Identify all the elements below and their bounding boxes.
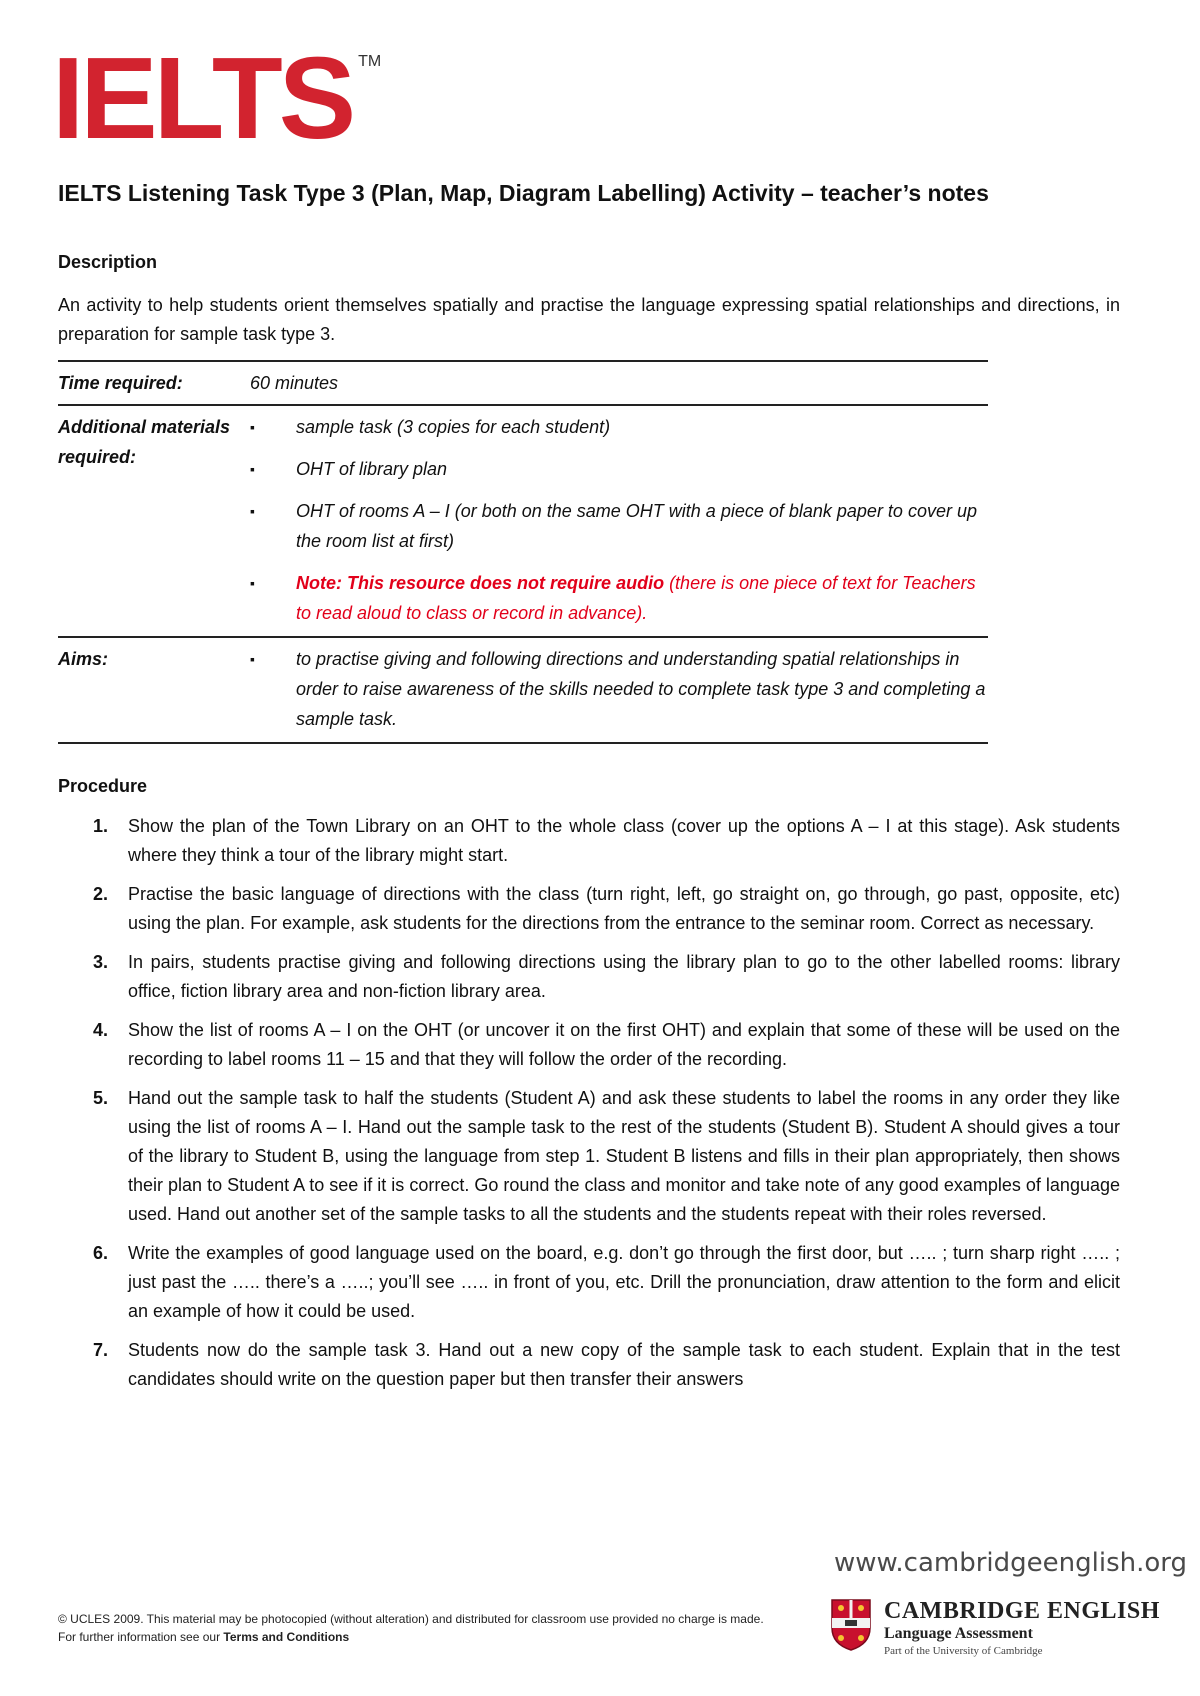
brand-subtitle: Language Assessment bbox=[884, 1625, 1033, 1642]
description-text: An activity to help students orient themselves spatially and practise the language expressing spatial relationships and directions, in preparation for sample task type 3. bbox=[58, 295, 1120, 344]
procedure-step: 1. Show the plan of the Town Library on an OHT to the whole class (cover up the options A – I at this stage). Ask students where they think a tour of the library might start. bbox=[92, 816, 1120, 865]
bullet-icon: ▪ bbox=[250, 575, 255, 591]
procedure-step: 7. Students now do the sample task 3. Hand out a new copy of the sample task to each student. Explain that in the test candidates should write on the question paper but then transfer their answers bbox=[92, 1340, 1120, 1389]
list-item: ▪ OHT of library plan bbox=[250, 454, 988, 484]
brand-name: CAMBRIDGE ENGLISH bbox=[884, 1598, 1160, 1624]
procedure-step: 3. In pairs, students practise giving and following directions using the library plan to go to the other labelled rooms: library office, fiction library area and non-fiction library area. bbox=[92, 952, 1120, 1001]
procedure-list bbox=[58, 812, 1120, 1404]
logo-text: IELTS bbox=[52, 33, 353, 163]
aims-label: Aims: bbox=[58, 649, 109, 669]
copyright-notice: © UCLES 2009. This material may be photocopied (without alteration) and distributed for classroom use provided no charge is made. For further information see our Terms and Conditions bbox=[58, 1612, 764, 1644]
bullet-icon: ▪ bbox=[250, 503, 255, 519]
list-item: ▪ sample task (3 copies for each student) bbox=[250, 412, 988, 442]
bullet-icon: ▪ bbox=[250, 461, 255, 477]
ielts-logo bbox=[52, 33, 382, 163]
aims-list bbox=[250, 644, 988, 736]
terms-link[interactable]: Terms and Conditions bbox=[223, 1630, 350, 1644]
logo-trademark: TM bbox=[358, 53, 382, 70]
info-row-aims bbox=[58, 636, 988, 744]
audio-note-rest: (there is one piece of text for Teachers to read aloud to class or record in advance). bbox=[296, 573, 976, 623]
cambridge-shield-icon bbox=[830, 1598, 872, 1652]
cambridge-brand bbox=[830, 1598, 1160, 1658]
bullet-icon: ▪ bbox=[250, 419, 255, 435]
procedure-step: 6. Write the examples of good language used on the board, e.g. don’t go through the first door, but ….. ; turn sharp right ….. ; just past the ….. there’s a …..; you’ll see ….. in front of you, etc. Drill the pronunciation, draw attention to the form and elicit an example of how it could be used. bbox=[92, 1243, 1120, 1321]
bullet-icon: ▪ bbox=[250, 651, 255, 667]
page-title: IELTS Listening Task Type 3 (Plan, Map, Diagram Labelling) Activity – teacher’s notes bbox=[58, 180, 989, 206]
list-item: ▪ OHT of rooms A – I (or both on the same OHT with a piece of blank paper to cover up the room list at first) bbox=[250, 496, 988, 556]
time-value: 60 minutes bbox=[250, 373, 339, 393]
procedure-step: 5. Hand out the sample task to half the students (Student A) and ask these students to label the rooms in any order they like using the list of rooms A – I. Hand out the sample task to the rest of the students (Student B). Student A should gives a tour of the library to Student B, using the language from step 1. Student B listens and fills in their plan appropriately, then shows their plan to Student A to see if it is correct. Go round the class and monitor and take note of any good examples of language used. Hand out another set of the sample tasks to all the students and the students repeat with their roles reversed. bbox=[92, 1088, 1120, 1224]
materials-label: Additional materials required: bbox=[58, 417, 231, 467]
materials-list bbox=[250, 412, 988, 630]
info-table bbox=[58, 360, 988, 744]
audio-note-bold: Note: This resource does not require audio bbox=[296, 573, 665, 593]
info-row-materials bbox=[58, 404, 988, 636]
procedure-heading: Procedure bbox=[58, 776, 148, 796]
list-item: ▪ to practise giving and following directions and understanding spatial relationships in order to raise awareness of the skills needed to complete task type 3 and completing a sample task. bbox=[250, 644, 988, 734]
procedure-step: 4. Show the list of rooms A – I on the OHT (or uncover it on the first OHT) and explain that some of these will be used on the recording to label rooms 11 – 15 and that they will follow the order of the recording. bbox=[92, 1020, 1120, 1069]
info-row-time bbox=[58, 360, 988, 404]
brand-part-of: Part of the University of Cambridge bbox=[884, 1645, 1043, 1657]
procedure-step: 2. Practise the basic language of directions with the class (turn right, left, go straight on, go through, go past, opposite, etc) using the plan. For example, ask students for the directions from the entrance to the seminar room. Correct as necessary. bbox=[92, 884, 1120, 933]
audio-note bbox=[250, 568, 988, 628]
website-link[interactable]: www.cambridgeenglish.org bbox=[834, 1548, 1188, 1578]
description-heading: Description bbox=[58, 252, 158, 272]
time-label: Time required: bbox=[58, 373, 183, 393]
